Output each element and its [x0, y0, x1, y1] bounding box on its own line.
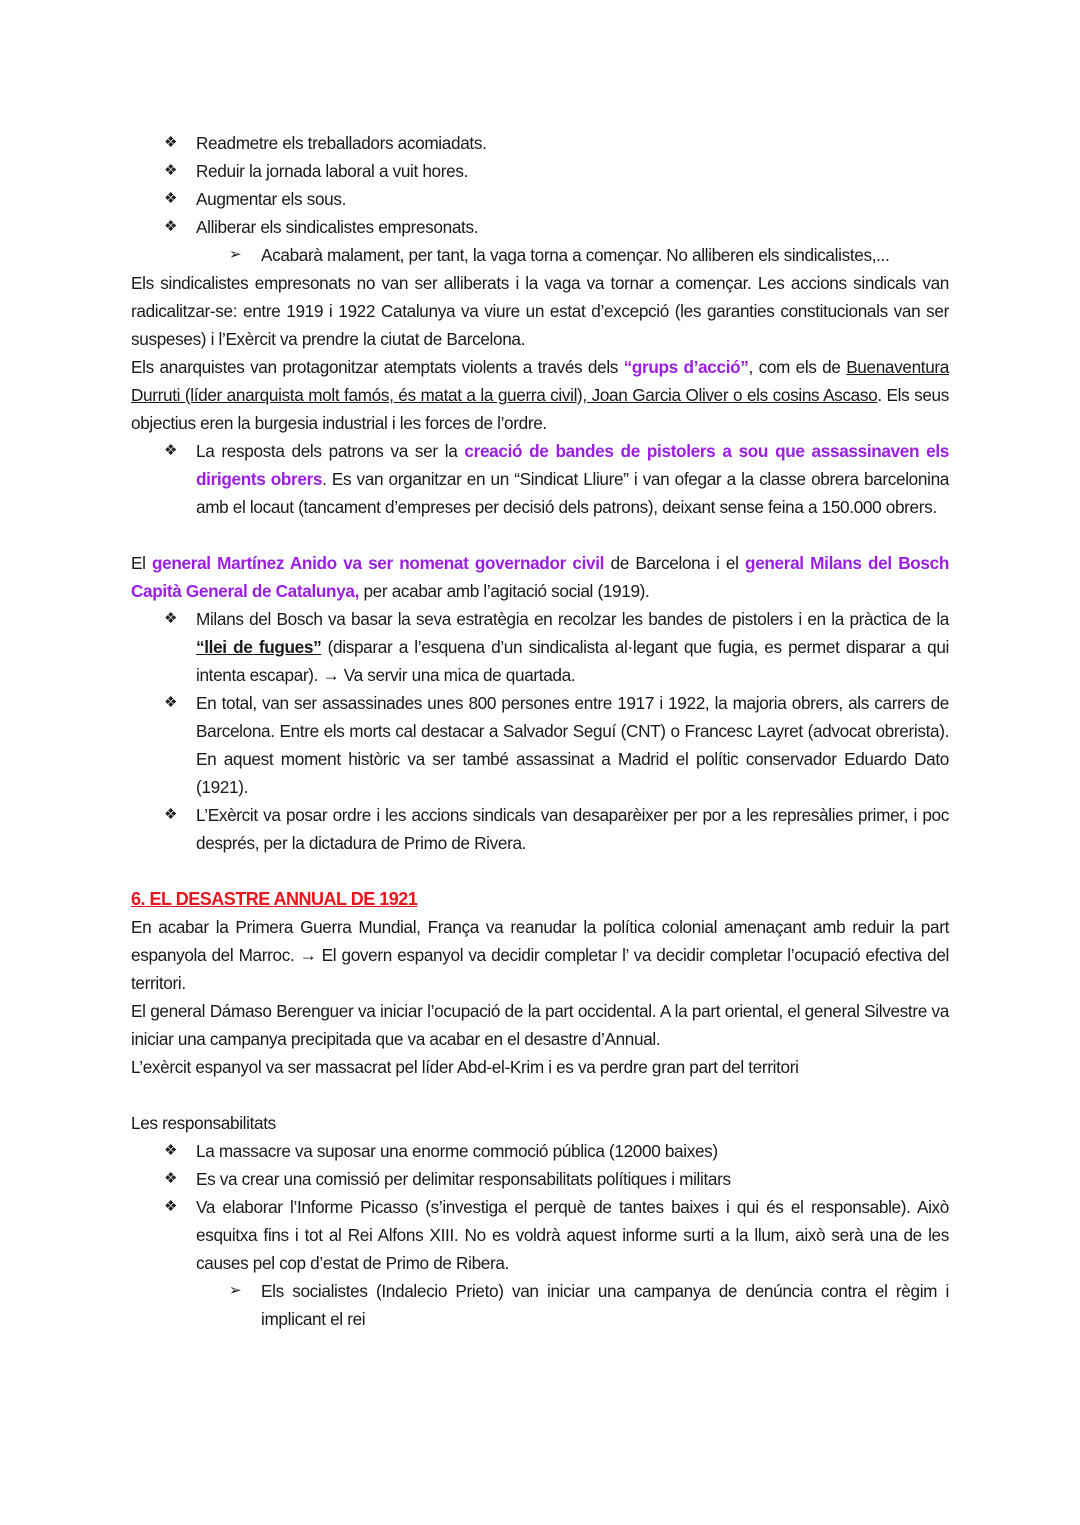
diamond-bullet-icon: ❖	[164, 190, 178, 207]
highlight-grups-accio: “grups d’acció”	[623, 357, 749, 377]
paragraph-radicalization: Els sindicalistes empresonats no van ser alliberats i la vaga va tornar a començar. Les accions sindicals van radicalitzar-se: entre 1919 i 1922 Catalunya va viure un estat d’excepció (les garanties constitucionals van ser suspeses) i l’Exèrcit va prendre la ciutat de Barcelona.	[131, 273, 949, 349]
list-item: ❖ La resposta dels patrons va ser la creació de bandes de pistolers a sou que assassinaven els dirigents obrers. Es van organitzar en un “Sindicat Lliure” i van ofegar a la classe obrera barcelonina amb el locaut (tancament d’empreses per decisió dels patrons), deixant sense feina a 150.000 obrers.	[131, 437, 949, 521]
diamond-bullet-icon: ❖	[164, 694, 178, 711]
arrow-bullet-icon: ➢	[229, 246, 242, 263]
diamond-bullet-icon: ❖	[164, 806, 178, 823]
diamond-bullet-icon: ❖	[164, 1142, 178, 1159]
diamond-bullet-icon: ❖	[164, 162, 178, 179]
emphasis-llei-de-fugues: “llei de fugues”	[196, 637, 322, 657]
document-page	[131, 129, 949, 1333]
section-heading: 6. EL DESASTRE ANNUAL DE 1921	[131, 889, 418, 909]
list-item: ❖ L’Exèrcit va posar ordre i les accions sindicals van desaparèixer per por a les represàlies primer, i poc després, per la dictadura de Primo de Rivera.	[131, 801, 949, 857]
diamond-bullet-icon: ❖	[164, 134, 178, 151]
highlight-martinez-anido: general Martínez Anido va ser nomenat governador civil	[152, 553, 605, 573]
paragraph-generals: El general Martínez Anido va ser nomenat governador civil de Barcelona i el general Milans del Bosch Capità General de Catalunya, per acabar amb l’agitació social (1919).	[131, 553, 949, 601]
highlight-pistolers: creació de bandes de pistolers a sou que assassinaven els dirigents obrers	[196, 441, 949, 489]
list-item: ❖ Va elaborar l’Informe Picasso (s’investiga el perquè de tantes baixes i qui és el responsable). Això esquitxa fins i tot al Rei Alfons XIII. No es voldrà aquest informe surti a la llum, això serà una de les causes pel cop d’estat de Primo de Ribera.	[131, 1193, 949, 1277]
paragraph-anarchists: Els anarquistes van protagonitzar atemptats violents a través dels “grups d’acció”, com els de Buenaventura Durruti (líder anarquista molt famós, és matat a la guerra civil), Joan Garcia Oliver o els cosins Ascaso. Els seus objectius eren la burgesia industrial i les forces de l’ordre.	[131, 357, 950, 433]
spacer	[131, 521, 949, 549]
sub-list-item: ➢ Acabarà malament, per tant, la vaga torna a començar. No alliberen els sindicalistes,...	[131, 241, 949, 269]
underlined-names: Buenaventura Durruti (líder anarquista molt famós, és matat a la guerra civil), Joan Garcia Oliver o els cosins Ascaso	[131, 357, 950, 405]
list-item: ❖ Es va crear una comissió per delimitar responsabilitats polítiques i militars	[131, 1165, 949, 1193]
paragraph: L’exèrcit espanyol va ser massacrat pel líder Abd-el-Krim i es va perdre gran part del territori	[131, 1057, 799, 1077]
list-item: ❖ Milans del Bosch va basar la seva estratègia en recolzar les bandes de pistolers i en la pràctica de la “llei de fugues” (disparar a l’esquena d’un sindicalista al·legant que fugia, es permet disparar a qui intenta escapar). → Va servir una mica de quartada.	[131, 605, 949, 689]
sub-list-item: ➢ Els socialistes (Indalecio Prieto) van iniciar una campanya de denúncia contra el règim i implicant el rei	[131, 1277, 949, 1333]
diamond-bullet-icon: ❖	[164, 1198, 178, 1215]
list-item: ❖ La massacre va suposar una enorme commoció pública (12000 baixes)	[131, 1137, 949, 1165]
diamond-bullet-icon: ❖	[164, 218, 178, 235]
diamond-bullet-icon: ❖	[164, 1170, 178, 1187]
spacer	[131, 1081, 949, 1109]
list-item: ❖ Alliberar els sindicalistes empresonats.	[131, 213, 949, 241]
highlight-milans-del-bosch: general Milans del Bosch Capità General de Catalunya,	[131, 553, 949, 601]
subheading-responsabilitats: Les responsabilitats	[131, 1113, 276, 1133]
demands-list	[131, 129, 949, 269]
patrons-list	[131, 437, 949, 521]
list-item: ❖ En total, van ser assassinades unes 800 persones entre 1917 i 1922, la majoria obrers, als carrers de Barcelona. Entre els morts cal destacar a Salvador Seguí (CNT) o Francesc Layret (advocat obrerista). En aquest moment històric va ser també assassinat a Madrid el polític conservador Eduardo Dato (1921).	[131, 689, 949, 801]
paragraph: En acabar la Primera Guerra Mundial, França va reanudar la política colonial amenaçant amb reduir la part espanyola del Marroc. → El govern espanyol va decidir completar l’ va decidir completar l’ocupació efectiva del territori.	[131, 917, 949, 993]
paragraph: El general Dámaso Berenguer va iniciar l’ocupació de la part occidental. A la part oriental, el general Silvestre va iniciar una campanya precipitada que va acabar en el desastre d’Annual.	[131, 1001, 949, 1049]
list-item: ❖ Readmetre els treballadors acomiadats.	[131, 129, 949, 157]
arrow-bullet-icon: ➢	[229, 1282, 242, 1299]
list-item: ❖ Reduir la jornada laboral a vuit hores.	[131, 157, 949, 185]
responsabilitats-list	[131, 1137, 949, 1333]
list-item: ❖ Augmentar els sous.	[131, 185, 949, 213]
milans-list	[131, 605, 949, 857]
spacer	[131, 857, 949, 885]
diamond-bullet-icon: ❖	[164, 610, 178, 627]
diamond-bullet-icon: ❖	[164, 442, 178, 459]
